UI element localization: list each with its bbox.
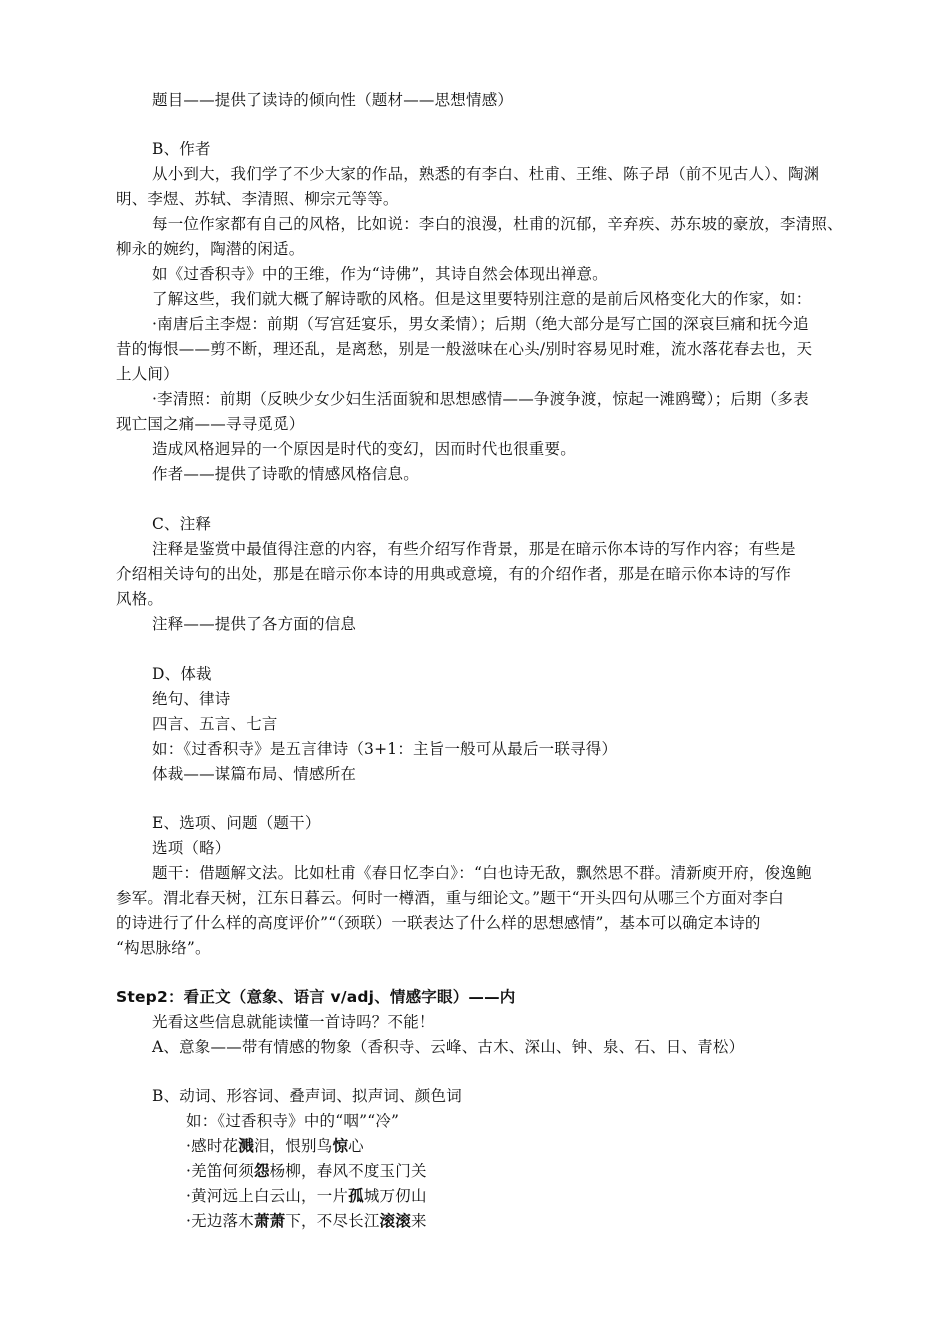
paragraph: 现亡国之痛——寻寻觅觅） bbox=[116, 415, 305, 433]
poem-line: ·黄河远上白云山，一片孤城万仞山 bbox=[186, 1186, 427, 1205]
paragraph: 如：《过香积寺》中的“咽”“冷” bbox=[186, 1112, 400, 1130]
paragraph: 题干：借题解文法。比如杜甫《春日忆李白》：“白也诗无敌，飘然思不群。清新庾开府，俊逸鲍 bbox=[152, 864, 812, 882]
paragraph: 明、李煜、苏轼、李清照、柳宗元等等。 bbox=[116, 190, 399, 208]
paragraph: 注释是鉴赏中最值得注意的内容，有些介绍写作背景，那是在暗示你本诗的写作内容；有些是 bbox=[152, 540, 796, 558]
paragraph: 注释——提供了各方面的信息 bbox=[152, 615, 357, 633]
paragraph: 如《过香积寺》中的王维，作为“诗佛”，其诗自然会体现出禅意。 bbox=[152, 265, 608, 283]
step2-heading: Step2：看正文（意象、语言 v/adj、情感字眼）——内 bbox=[116, 988, 516, 1006]
paragraph: 题目——提供了读诗的倾向性（题材——思想情感） bbox=[152, 91, 514, 109]
section-heading-options: E、选项、问题（题干） bbox=[152, 814, 321, 832]
paragraph: 造成风格迥异的一个原因是时代的变幻，因而时代也很重要。 bbox=[152, 440, 576, 458]
poem-line: ·无边落木萧萧下，不尽长江滚滚来 bbox=[186, 1211, 427, 1230]
emphasized-word: 孤 bbox=[348, 1186, 364, 1205]
paragraph: 介绍相关诗句的出处，那是在暗示你本诗的用典或意境，有的介绍作者，那是在暗示你本诗的写作 bbox=[116, 565, 792, 583]
paragraph: 了解这些，我们就大概了解诗歌的风格。但是这里要特别注意的是前后风格变化大的作家，如： bbox=[152, 290, 812, 308]
paragraph: 从小到大，我们学了不少大家的作品，熟悉的有李白、杜甫、王维、陈子昂（前不见古人）、陶渊 bbox=[152, 165, 820, 183]
poem-line: ·感时花溅泪，恨别鸟惊心 bbox=[186, 1136, 364, 1155]
paragraph: 作者——提供了诗歌的情感风格信息。 bbox=[152, 465, 419, 483]
section-heading-author: B、作者 bbox=[152, 140, 211, 158]
paragraph: 昔的悔恨——剪不断，理还乱，是离愁，别是一般滋味在心头/别时容易见时难，流水落花春去也，天 bbox=[116, 340, 813, 358]
emphasized-word: 滚滚 bbox=[379, 1211, 411, 1230]
paragraph: 光看这些信息就能读懂一首诗吗？不能！ bbox=[152, 1013, 435, 1031]
emphasized-word: 萧萧 bbox=[253, 1211, 286, 1230]
paragraph: 如：《过香积寺》是五言律诗（3+1：主旨一般可从最后一联寻得） bbox=[152, 740, 618, 758]
paragraph: 柳永的婉约，陶潜的闲适。 bbox=[116, 240, 305, 258]
paragraph: 体裁——谋篇布局、情感所在 bbox=[152, 765, 357, 783]
emphasized-word: 溅 bbox=[238, 1136, 254, 1155]
emphasized-word: 惊 bbox=[332, 1136, 349, 1155]
section-heading-words: B、动词、形容词、叠声词、拟声词、颜色词 bbox=[152, 1087, 462, 1105]
paragraph: 的诗进行了什么样的高度评价”“（颈联）一联表达了什么样的思想感情”，基本可以确定本诗的 bbox=[116, 914, 761, 932]
paragraph: 选项（略） bbox=[152, 839, 231, 857]
section-heading-notes: C、注释 bbox=[152, 515, 212, 533]
paragraph: A、意象——带有情感的物象（香积寺、云峰、古木、深山、钟、泉、石、日、青松） bbox=[152, 1038, 745, 1056]
paragraph: 上人间） bbox=[116, 365, 179, 383]
section-heading-genre: D、体裁 bbox=[152, 665, 212, 683]
paragraph: 每一位作家都有自己的风格，比如说：李白的浪漫，杜甫的沉郁，辛弃疾、苏东坡的豪放，李清照、 bbox=[152, 215, 843, 233]
emphasized-word: 怨 bbox=[253, 1161, 270, 1180]
paragraph: 风格。 bbox=[116, 590, 164, 608]
list-item: ·李清照：前期（反映少女少妇生活面貌和思想感情——争渡争渡，惊起一滩鸥鹭）；后期（多表 bbox=[152, 390, 809, 408]
list-item: ·南唐后主李煜：前期（写宫廷宴乐，男女柔情）；后期（绝大部分是写亡国的深哀巨痛和抚今追 bbox=[152, 315, 809, 333]
paragraph: 绝句、律诗 bbox=[152, 690, 231, 708]
paragraph: 四言、五言、七言 bbox=[152, 715, 278, 733]
poem-line: ·羌笛何须怨杨柳，春风不度玉门关 bbox=[186, 1161, 427, 1180]
paragraph: 参军。渭北春天树，江东日暮云。何时一樽酒，重与细论文。”题干“开头四句从哪三个方面对李白 bbox=[116, 889, 784, 907]
paragraph: “构思脉络”。 bbox=[116, 939, 211, 957]
